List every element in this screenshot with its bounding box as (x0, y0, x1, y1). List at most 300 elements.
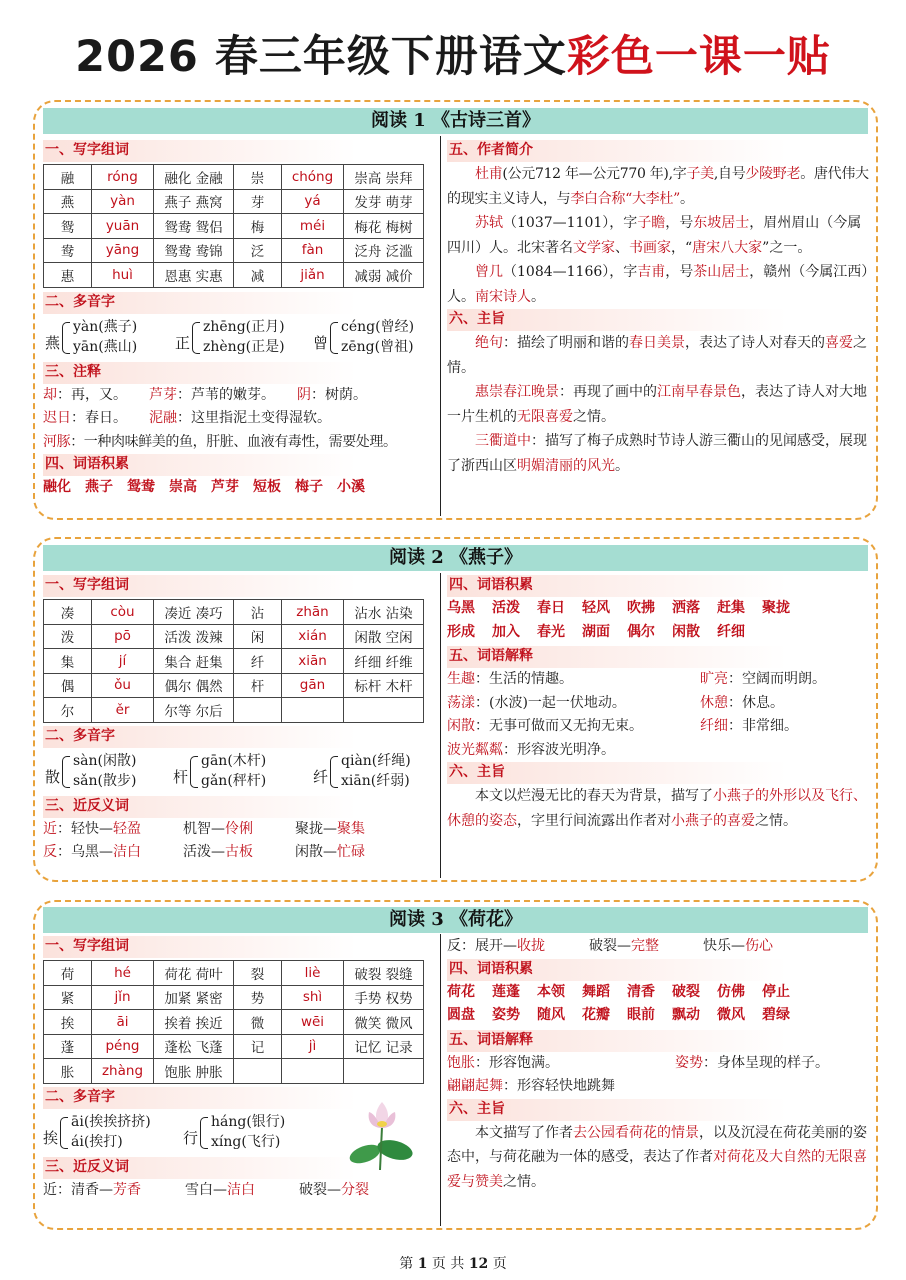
cell-words (344, 698, 424, 723)
text-red: 轻盈 (113, 820, 141, 837)
text: 属江西）人。 (447, 264, 869, 305)
cell-character: 偶 (44, 673, 92, 698)
cell-words: 挨着 挨近 (154, 1010, 234, 1035)
vocabulary-word: 梅子 (295, 479, 323, 495)
heading-synonyms-antonyms: 三、近反义词 (43, 1157, 435, 1179)
text: 。 (615, 457, 629, 474)
cell-words: 蓬松 飞蓬 (154, 1034, 234, 1059)
text: ：描绘了明丽和谐的 (503, 335, 629, 351)
text: ：再现了画中的 (559, 384, 657, 400)
table-row (44, 600, 424, 625)
note-text: ：再，又。 (57, 386, 127, 403)
cell-pinyin: yá (282, 189, 344, 214)
table-row (44, 985, 424, 1010)
brace-icon (200, 1117, 208, 1149)
heading-explain: 五、词语解释 (447, 1030, 872, 1052)
vocabulary-word: 鸳鸯 (127, 479, 155, 495)
text: 活泼— (183, 844, 225, 860)
cell-character: 记 (234, 1034, 282, 1059)
text-red: 南宋诗人 (475, 288, 531, 305)
text-red: 翩翩起舞 (447, 1078, 503, 1094)
vocabulary-word: 加入 (492, 623, 520, 640)
polyphone-reading: sàn(闲散) (73, 752, 137, 769)
cell-words: 饱胀 肿胀 (154, 1059, 234, 1084)
table-row (44, 1059, 424, 1084)
text-red: 饱胀 (447, 1054, 475, 1071)
heading-theme: 六、主旨 (447, 309, 872, 331)
text-red: 春日美景 (629, 335, 685, 351)
cell-pinyin: jì (282, 1034, 344, 1059)
text: ：无事可做而又无拘无束。 (475, 718, 643, 734)
text: 之情。 (503, 1173, 545, 1190)
section-1-right (447, 140, 872, 478)
author-su-shi (447, 211, 872, 260)
note-line-2 (43, 407, 435, 431)
text-red: 家 (748, 239, 763, 256)
text-red: 文学家 (573, 239, 615, 256)
text-red: 闲散 (447, 718, 475, 734)
polyphone-group (43, 748, 435, 796)
text: ，赣州（今 (749, 264, 820, 280)
text-red: 东坡居士 (693, 215, 750, 231)
polyphone-character: 燕 (45, 333, 61, 352)
cell-character: 融 (44, 165, 92, 190)
vocabulary-word: 随风 (537, 1007, 565, 1023)
cell-pinyin: gān (282, 673, 344, 698)
text: 第 (399, 1256, 414, 1272)
polyphone-character: 曾 (313, 333, 329, 352)
brace-icon (62, 322, 70, 354)
vocabulary-word: 闲散 (672, 623, 700, 640)
text-red: 旷亮 (700, 671, 728, 687)
cell-words: 恩惠 实惠 (154, 263, 234, 288)
cell-character (234, 698, 282, 723)
text-red: 明媚清丽的风光 (517, 457, 615, 474)
vocabulary-word: 春光 (537, 623, 565, 640)
cell-character: 沾 (234, 600, 282, 625)
text: 反：展开— (447, 938, 517, 954)
polyphone-character: 杆 (173, 767, 189, 786)
cell-pinyin: róng (92, 165, 154, 190)
text-red: 洁白 (113, 844, 141, 860)
vocabulary-list-1 (447, 981, 872, 1005)
section-2-header: 阅读 2 《燕子》 (43, 545, 868, 571)
text: ，字里行间流露出作者对 (517, 812, 671, 829)
heading-notes: 三、注释 (43, 362, 435, 384)
cell-pinyin: yāng (92, 238, 154, 263)
theme-jueju (447, 331, 872, 380)
cell-pinyin: ǒu (92, 673, 154, 698)
vocabulary-word: 莲蓬 (492, 983, 520, 1000)
brace-icon (330, 756, 338, 788)
cell-pinyin: méi (282, 214, 344, 239)
cell-words: 加紧 紧密 (154, 985, 234, 1010)
note-term: 泥融 (149, 410, 177, 426)
text-red: 对 (713, 1149, 727, 1165)
column-divider (440, 573, 441, 878)
vocabulary-word: 乌黑 (447, 600, 475, 616)
table-row (44, 165, 424, 190)
text: ”之一。 (762, 239, 812, 256)
text-red: 无限喜爱 (517, 408, 573, 425)
author-zeng-ji (447, 260, 872, 309)
explain-line-3 (447, 715, 872, 739)
cell-pinyin: xiān (282, 649, 344, 674)
text: ：形容饱满。 (475, 1054, 559, 1071)
cell-character (234, 1059, 282, 1084)
heading-theme: 六、主旨 (447, 762, 872, 784)
polyphone-reading: zhēng(正月) (203, 318, 285, 335)
text-red: 荡漾 (447, 694, 475, 711)
note-term: 河豚 (43, 433, 71, 450)
note-line-1 (43, 384, 435, 408)
cell-pinyin (282, 1059, 344, 1084)
heading-theme: 六、主旨 (447, 1099, 872, 1121)
text: 本文以烂漫无比的春天为背景，描写了 (475, 788, 713, 804)
text: 感受，展现了浙西山区 (447, 433, 867, 474)
explain-line-2 (447, 692, 872, 716)
text: （1084—1166），字 (503, 264, 638, 280)
text: （1037—1101），字 (503, 215, 638, 231)
cell-words: 纤细 纤维 (344, 649, 424, 674)
polyphone-reading: gān(木杆) (201, 752, 267, 769)
vocabulary-word: 湖面 (582, 623, 610, 640)
brace-icon (190, 756, 198, 788)
text: 页 共 (431, 1256, 465, 1272)
text-red: 收拢 (517, 938, 545, 954)
column-divider (440, 136, 441, 516)
polyphone-reading: zēng(曾祖) (341, 338, 414, 355)
cell-character: 芽 (234, 189, 282, 214)
text: 之情。 (447, 335, 867, 376)
vocabulary-word: 赶集 (717, 600, 745, 616)
note-term: 迟日 (43, 410, 71, 426)
polyphone-character: 行 (183, 1128, 199, 1147)
section-2-right (447, 575, 872, 833)
text: ，表达了 (741, 384, 797, 400)
text-red: 休憩 (700, 694, 728, 711)
vocabulary-word: 芦芽 (211, 479, 239, 495)
text: ：空阔而明朗。 (728, 671, 826, 687)
cell-pinyin: jiǎn (282, 263, 344, 288)
vocabulary-word: 洒落 (672, 600, 700, 616)
note-term: 却 (43, 386, 57, 403)
text: ：非常细。 (728, 718, 798, 734)
text-red: 聚集 (337, 820, 365, 837)
heading-polyphones: 二、多音字 (43, 292, 435, 314)
text-red: 江南早春景色 (657, 384, 741, 400)
cell-words: 微笑 微风 (344, 1010, 424, 1035)
heading-vocabulary: 四、词语积累 (43, 454, 435, 476)
cell-character: 凑 (44, 600, 92, 625)
vocabulary-word: 舞蹈 (582, 983, 610, 1000)
cell-character: 挨 (44, 1010, 92, 1035)
antonym-line (43, 841, 435, 865)
cell-pinyin: āi (92, 1010, 154, 1035)
cell-words: 集合 赶集 (154, 649, 234, 674)
cell-words (344, 1059, 424, 1084)
text: 本文描写了作者 (475, 1124, 573, 1141)
vocabulary-word: 偶尔 (627, 623, 655, 640)
cell-pinyin: fàn (282, 238, 344, 263)
vocabulary-word: 崇高 (169, 479, 197, 495)
heading-polyphones: 二、多音字 (43, 1087, 435, 1109)
cell-pinyin: jí (92, 649, 154, 674)
vocabulary-list (43, 476, 435, 500)
cell-pinyin: yàn (92, 189, 154, 214)
cell-character: 荷 (44, 961, 92, 986)
author-name: 杜甫 (475, 166, 503, 182)
brace-icon (62, 756, 70, 788)
theme-huichong (447, 380, 872, 429)
text-red: 喜爱 (727, 812, 755, 829)
vocabulary-word: 短板 (253, 479, 281, 495)
text-red: 绝句 (475, 335, 503, 351)
note-text: ：树荫。 (311, 386, 367, 403)
cell-character: 鸯 (44, 238, 92, 263)
text: 聚拢— (295, 820, 337, 837)
polyphone-reading: zhèng(正是) (203, 338, 285, 355)
cell-words: 尔等 尔后 (154, 698, 234, 723)
cell-character: 蓬 (44, 1034, 92, 1059)
cell-character: 微 (234, 1010, 282, 1035)
cell-character: 减 (234, 263, 282, 288)
vocabulary-word: 纤细 (717, 623, 745, 640)
cell-pinyin: huì (92, 263, 154, 288)
note-term: 芦芽 (149, 386, 177, 403)
cell-pinyin: wēi (282, 1010, 344, 1035)
cell-words: 闲散 空闲 (344, 624, 424, 649)
heading-synonyms-antonyms: 三、近反义词 (43, 796, 435, 818)
explain-line-4 (447, 739, 872, 763)
text: ：形容波光明净。 (503, 741, 615, 758)
text: 。 (531, 288, 545, 305)
cell-words: 减弱 减价 (344, 263, 424, 288)
brace-icon (192, 322, 200, 354)
cell-words: 崇高 崇拜 (344, 165, 424, 190)
note-text: ：芦苇的嫩芽。 (177, 386, 275, 403)
polyphone-reading: qiàn(纤绳) (341, 752, 411, 769)
author-name: 曾几 (475, 264, 503, 280)
cell-pinyin: péng (92, 1034, 154, 1059)
cell-character: 泼 (44, 624, 92, 649)
table-row (44, 698, 424, 723)
label-near: 近 (43, 820, 57, 837)
synonym-line (43, 1179, 435, 1203)
section-reading-1 (33, 100, 878, 520)
cell-character: 杆 (234, 673, 282, 698)
note-term: 阴 (297, 386, 311, 403)
text: 天的 (797, 335, 825, 351)
theme-text (447, 784, 872, 833)
text: 之情。 (573, 408, 615, 425)
polyphone-reading: yàn(燕子) (73, 318, 138, 335)
heading-vocabulary: 四、词语积累 (447, 575, 872, 597)
vocabulary-word: 碧绿 (762, 1007, 790, 1023)
cell-character: 纤 (234, 649, 282, 674)
cell-pinyin: zhān (282, 600, 344, 625)
vocabulary-word: 清香 (627, 983, 655, 1000)
vocabulary-word: 圆盘 (447, 1007, 475, 1023)
text-red: 去公园看荷花的情景 (573, 1124, 699, 1141)
table-row (44, 189, 424, 214)
text: 破裂— (589, 938, 631, 954)
cell-words: 破裂 裂缝 (344, 961, 424, 986)
text-red: 三衢道中 (475, 433, 531, 449)
cell-character: 惠 (44, 263, 92, 288)
vocabulary-word: 花瓣 (582, 1007, 610, 1023)
vocabulary-word: 轻风 (582, 600, 610, 616)
cell-pinyin: hé (92, 961, 154, 986)
text: ：形容轻快地跳舞 (503, 1078, 615, 1094)
text-red: 少陵野老 (745, 166, 801, 182)
cell-pinyin: ěr (92, 698, 154, 723)
cell-words: 偶尔 偶然 (154, 673, 234, 698)
table-row (44, 649, 424, 674)
cell-character: 集 (44, 649, 92, 674)
cell-character: 燕 (44, 189, 92, 214)
text-red: 李白合称“大李杜” (570, 190, 680, 207)
heading-write-words: 一、写字组词 (43, 140, 435, 162)
vocabulary-word: 春日 (537, 600, 565, 616)
text-red: 唐宋八大 (692, 239, 749, 256)
cell-character: 尔 (44, 698, 92, 723)
brace-icon (60, 1117, 68, 1149)
text-red: 书画家 (629, 239, 671, 256)
cell-pinyin: shì (282, 985, 344, 1010)
text: ：(水波)一起一伏地动。 (475, 694, 626, 711)
synonym-line (43, 818, 435, 842)
text: （今属四川）人。北宋著名 (447, 215, 862, 256)
text: ：休息。 (728, 694, 784, 711)
vocabulary-word: 荷花 (447, 983, 475, 1000)
heading-vocabulary: 四、词语积累 (447, 959, 872, 981)
text: ：乌黑— (57, 844, 113, 860)
polyphone-reading: háng(银行) (211, 1113, 286, 1130)
section-2-left (43, 575, 435, 865)
section-reading-3 (33, 900, 878, 1230)
theme-text (447, 1121, 872, 1195)
text-red: 小燕子的 (671, 812, 727, 829)
polyphone-group (43, 314, 435, 362)
vocabulary-word: 融化 (43, 479, 71, 495)
cell-pinyin (282, 698, 344, 723)
text: ，眉州眉山 (749, 215, 820, 231)
section-3-header: 阅读 3 《荷花》 (43, 907, 868, 933)
text-red: 吉甫 (637, 264, 666, 280)
column-divider (440, 934, 441, 1226)
vocabulary-word: 破裂 (672, 983, 700, 1000)
table-row (44, 214, 424, 239)
cell-character: 闲 (234, 624, 282, 649)
cell-words: 鸳鸯 鸳侣 (154, 214, 234, 239)
cell-words: 记忆 记录 (344, 1034, 424, 1059)
vocabulary-word: 吹拂 (627, 600, 655, 616)
title-part2: 彩色一课一贴 (566, 32, 831, 82)
section-3-right (447, 935, 872, 1194)
vocabulary-word: 飘动 (672, 1007, 700, 1023)
text: 。 (800, 166, 814, 182)
section-1-left (43, 140, 435, 500)
text: ，“ (671, 239, 693, 256)
explain-line-2 (447, 1075, 872, 1099)
text-red: 生趣 (447, 671, 475, 687)
text-red: 茶山居士 (693, 264, 750, 280)
vocabulary-word: 姿势 (492, 1007, 520, 1023)
label-opposite: 反 (43, 844, 57, 860)
cell-character: 势 (234, 985, 282, 1010)
text-red: 分裂 (341, 1181, 369, 1198)
note-text: ：一种肉味鲜美的鱼，肝脏、血液有毒性，需要处理。 (70, 433, 397, 450)
antonym-line (447, 935, 872, 959)
cell-words: 沾水 沾染 (344, 600, 424, 625)
total-pages: 12 (468, 1256, 489, 1272)
text-red: 伤心 (745, 938, 773, 954)
cell-words: 标杆 木杆 (344, 673, 424, 698)
heading-polyphones: 二、多音字 (43, 726, 435, 748)
text-red: 芳香 (113, 1181, 141, 1198)
author-name: 苏轼 (475, 215, 503, 231)
lotus-illustration (347, 1092, 417, 1172)
cell-pinyin: zhàng (92, 1059, 154, 1084)
text: 唐代伟大的现实主义诗人，与 (447, 166, 869, 207)
text: 之情。 (755, 812, 797, 829)
polyphone-character: 正 (175, 333, 191, 352)
text: ，以及沉浸在荷 (699, 1124, 797, 1141)
text-red: 洁白 (227, 1181, 255, 1198)
cell-pinyin: jǐn (92, 985, 154, 1010)
text: ：身体呈现的样子。 (703, 1054, 829, 1071)
text: ：生活的情趣。 (475, 671, 573, 687)
cell-character: 崇 (234, 165, 282, 190)
text: ，号 (665, 264, 694, 280)
text: 、 (615, 239, 629, 256)
cell-character: 胀 (44, 1059, 92, 1084)
text: ,自号 (713, 166, 746, 182)
text-red: 姿势 (675, 1054, 703, 1071)
note-text: ：春日。 (71, 410, 127, 426)
polyphone-reading: āi(挨挨挤挤) (71, 1113, 151, 1130)
text-red: 以及飞行、休憩的姿态 (447, 788, 867, 829)
text-red: 惠崇春江晚景 (475, 384, 559, 400)
heading-explain: 五、词语解释 (447, 646, 872, 668)
table-row (44, 263, 424, 288)
cell-words: 荷花 荷叶 (154, 961, 234, 986)
explain-line-1 (447, 1052, 872, 1076)
cell-character: 鸳 (44, 214, 92, 239)
vocabulary-word: 眼前 (627, 1007, 655, 1023)
vocabulary-word: 小溪 (337, 479, 365, 495)
table-row (44, 624, 424, 649)
cell-words: 燕子 燕窝 (154, 189, 234, 214)
text-red: 纤细 (700, 718, 728, 734)
vocabulary-word: 活泼 (492, 600, 520, 616)
polyphone-reading: sǎn(散步) (73, 772, 137, 789)
table-row (44, 238, 424, 263)
page-footer (0, 1253, 906, 1273)
text-red: 忙碌 (337, 844, 365, 860)
vocabulary-word: 仿佛 (717, 983, 745, 1000)
author-du-fu (447, 162, 872, 211)
polyphone-reading: ái(挨打) (71, 1133, 123, 1150)
cell-words: 活泼 泼辣 (154, 624, 234, 649)
cell-words: 融化 金融 (154, 165, 234, 190)
vocabulary-word: 本领 (537, 983, 565, 1000)
polyphone-reading: gǎn(秤杆) (201, 772, 267, 789)
text-red: 完整 (631, 938, 659, 954)
brace-icon (330, 322, 338, 354)
polyphone-character: 散 (45, 767, 61, 786)
